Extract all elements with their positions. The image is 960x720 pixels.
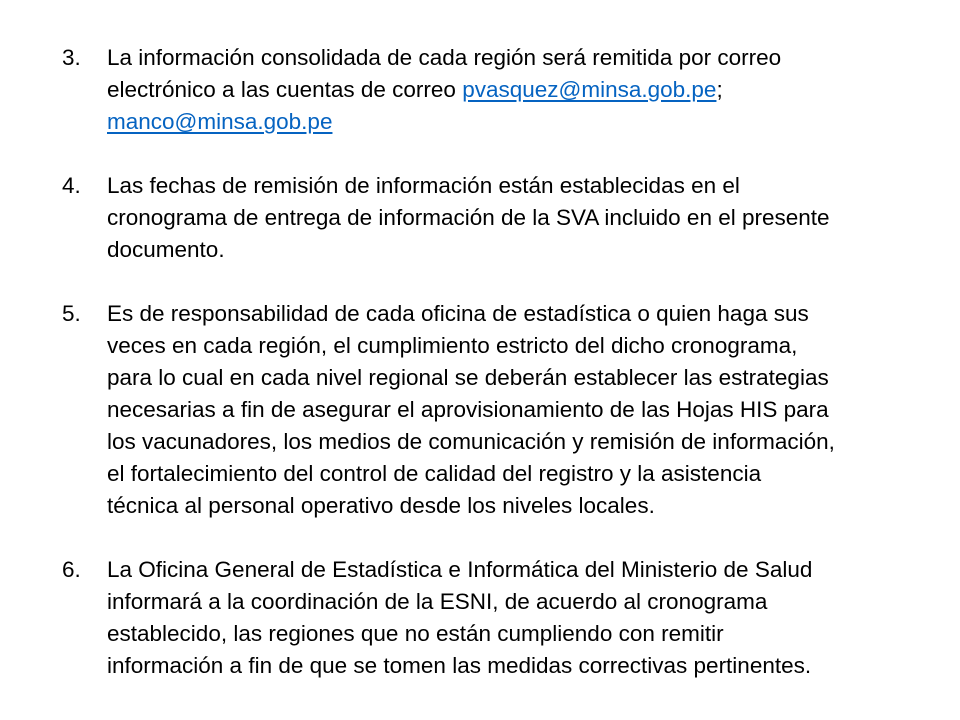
line-prefix-text: electrónico a las cuentas de correo bbox=[107, 77, 463, 102]
list-item-text-line: los vacunadores, los medios de comunicación y remisión de información, bbox=[107, 429, 835, 454]
list-item-text-line: Las fechas de remisión de información están establecidas en el bbox=[107, 173, 740, 198]
list-item-text-line: establecido, las regiones que no están cumpliendo con remitir bbox=[107, 621, 724, 646]
list-item-text-line: cronograma de entrega de información de la SVA incluido en el presente bbox=[107, 205, 830, 230]
list-item-text-line: La Oficina General de Estadística e Informática del Ministerio de Salud bbox=[107, 557, 813, 582]
separator-text: ; bbox=[716, 77, 723, 102]
list-item-text-line: información a fin de que se tomen las medidas correctivas pertinentes. bbox=[107, 653, 812, 678]
list-item-text-line: documento. bbox=[107, 237, 225, 262]
list-number: 3. bbox=[62, 45, 81, 70]
list-item-text-line: técnica al personal operativo desde los niveles locales. bbox=[107, 493, 655, 518]
email-link-manco[interactable]: manco@minsa.gob.pe bbox=[107, 109, 333, 134]
list-item-text-line: necesarias a fin de asegurar el aprovisionamiento de las Hojas HIS para bbox=[107, 397, 829, 422]
list-number: 6. bbox=[62, 557, 81, 582]
email-link-pvasquez[interactable]: pvasquez@minsa.gob.pe bbox=[462, 77, 717, 102]
list-item-text-line: Es de responsabilidad de cada oficina de estadística o quien haga sus bbox=[107, 301, 809, 326]
list-number: 5. bbox=[62, 301, 81, 326]
list-item-text-line: La información consolidada de cada región será remitida por correo bbox=[107, 45, 782, 70]
list-item-text-line: informará a la coordinación de la ESNI, de acuerdo al cronograma bbox=[107, 589, 768, 614]
list-number: 4. bbox=[62, 173, 81, 198]
list-item-text-line bbox=[107, 74, 723, 106]
list-item-text-line: el fortalecimiento del control de calidad del registro y la asistencia bbox=[107, 461, 762, 486]
list-item-text-line: veces en cada región, el cumplimiento estricto del dicho cronograma, bbox=[107, 333, 798, 358]
list-item-text-line: para lo cual en cada nivel regional se deberán establecer las estrategias bbox=[107, 365, 829, 390]
list-item-text-line bbox=[107, 106, 332, 138]
